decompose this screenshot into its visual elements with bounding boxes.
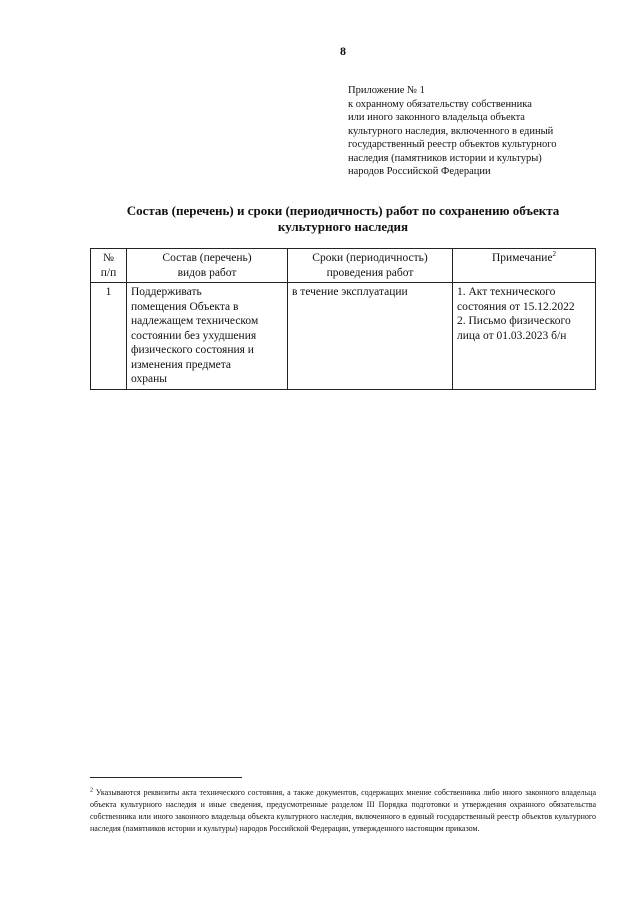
header-number	[91, 249, 127, 283]
table-header-row	[91, 249, 596, 283]
appendix-line: Приложение № 1	[348, 85, 425, 96]
works-table	[90, 248, 596, 390]
cell-note	[453, 283, 596, 390]
footnote-text: Указываются реквизиты акта технического состояния, а также документов, содержащих мнение собственника либо иного законного владельца объекта культурного наследия и иные сведения, предусмотренные разделом III Порядка подготовки и утверждения охранного обязательства собственника или иного законного владельца объекта культурного наследия, включенного в единый государственный реестр объектов культурного наследия (памятников истории и культуры) народов Российской Федерации, утвержденного настоящим приказом.	[90, 788, 597, 833]
cell-line: 1. Акт технического	[457, 286, 556, 298]
cell-works	[127, 283, 288, 390]
cell-line: лица от 01.03.2023 б/н	[457, 329, 567, 342]
header-line: Сроки (периодичность)	[312, 252, 428, 264]
footnote	[90, 787, 596, 835]
appendix-line: или иного законного владельца объекта	[348, 112, 525, 123]
table-row	[91, 283, 596, 390]
cell-line: физического состояния и	[131, 344, 254, 356]
cell-line: 2. Письмо физического	[457, 315, 571, 327]
appendix-line: государственный реестр объектов культурного	[348, 139, 557, 150]
header-line: Примечание	[491, 252, 553, 264]
cell-line: состояния от 15.12.2022	[457, 300, 575, 313]
page-number: 8	[340, 44, 346, 58]
cell-line: помещения Объекта в	[131, 300, 239, 313]
title-line: Состав (перечень) и сроки (периодичность) работ по сохранению объекта	[126, 203, 560, 218]
header-line: п/п	[100, 266, 117, 279]
header-line: №	[103, 252, 114, 264]
document-title	[60, 203, 626, 235]
header-line: видов работ	[177, 266, 237, 279]
cell-number: 1	[91, 283, 127, 390]
cell-line: изменения предмета	[131, 358, 232, 371]
cell-line: охраны	[131, 373, 167, 385]
header-line: проведения работ	[326, 266, 414, 279]
appendix-line: культурного наследия, включенного в единый	[348, 125, 554, 137]
title-line: культурного наследия	[277, 219, 409, 234]
appendix-line: к охранному обязательству собственника	[348, 98, 532, 110]
appendix-header	[348, 84, 598, 179]
footnote-reference: 2	[552, 250, 557, 259]
footnote-separator	[90, 777, 242, 778]
cell-line: Поддерживать	[131, 286, 202, 298]
cell-line: состоянии без ухудшения	[131, 329, 257, 342]
header-period	[288, 249, 453, 283]
appendix-line: народов Российской Федерации	[348, 166, 491, 177]
cell-period: в течение эксплуатации	[288, 283, 453, 390]
appendix-line: наследия (памятников истории и культуры)	[348, 152, 542, 164]
header-line: Состав (перечень)	[162, 252, 252, 264]
cell-line: надлежащем техническом	[131, 315, 259, 327]
header-works	[127, 249, 288, 283]
header-note	[453, 249, 596, 283]
footnote-marker: 2	[90, 787, 93, 794]
